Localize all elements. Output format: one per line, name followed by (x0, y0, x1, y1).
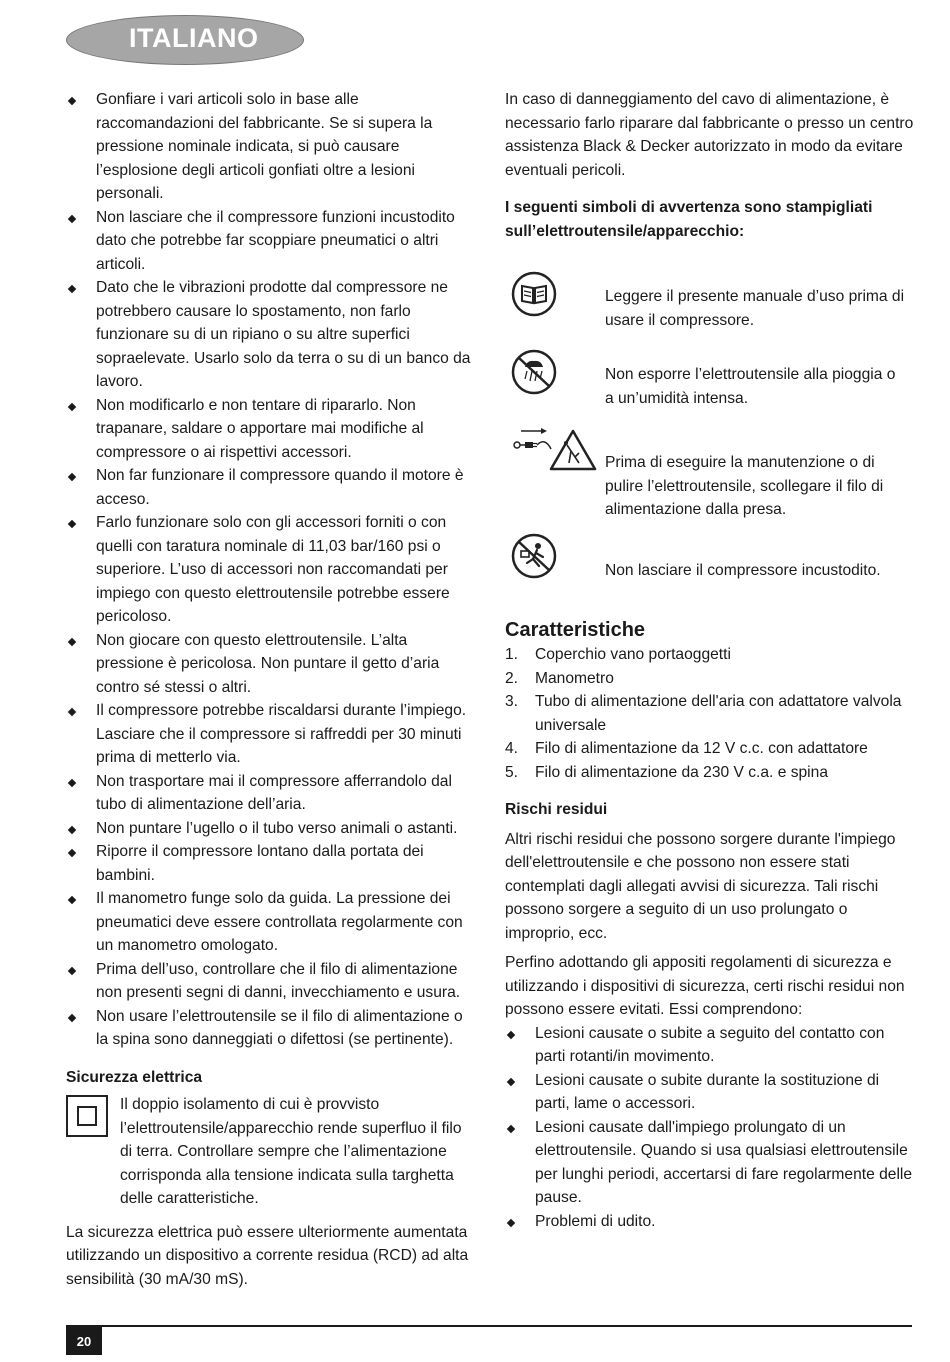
residual-risks-p1: Altri rischi residui che possono sorgere durante l'impiego dell'elettroutensile e che possono non essere stati contemplati dagli allegati avvisi di sicurezza. Tali rischi possono sorgere a seguito di un uso prolungato o improprio, ecc. (505, 830, 896, 942)
list-item: Non giocare con questo elettroutensile. L’alta pressione è pericolosa. Non puntare il getto d’aria contro sé stessi o altri. (66, 629, 472, 700)
list-item: Non modificarlo e non tentare di ripararlo. Non trapanare, saldare o apportare mai modifiche al compressore o ai rispettivi accessori. (66, 394, 472, 465)
list-item: Lesioni causate o subite a seguito del contatto con parti rotanti/in movimento. (505, 1022, 915, 1069)
list-item: Prima dell’uso, controllare che il filo di alimentazione non presenti segni di danni, invecchiamento e usura. (66, 958, 472, 1005)
symbol-text-unplug: Prima di eseguire la manutenzione o di pulire l’elettroutensile, scollegare il filo di alimentazione dalla presa. (605, 454, 884, 518)
left-column (66, 88, 472, 1291)
features-heading: Caratteristiche (505, 619, 646, 641)
double-insulation-block (66, 1093, 472, 1211)
footer-rule (66, 1325, 912, 1327)
list-item: Non trasportare mai il compressore afferrandolo dal tubo di alimentazione dell’aria. (66, 770, 472, 817)
symbols-list (505, 265, 915, 603)
electrical-safety-heading: Sicurezza elettrica (66, 1068, 203, 1086)
right-column (505, 88, 915, 1233)
list-item: 3. Tubo di alimentazione dell'aria con adattatore valvola universale (505, 693, 902, 734)
double-insulation-icon (66, 1095, 108, 1137)
symbol-text-unattended: Non lasciare il compressore incustodito. (605, 562, 881, 579)
features-list (505, 643, 915, 784)
residual-risks-list (505, 1022, 915, 1234)
list-item: Non usare l’elettroutensile se il filo di alimentazione o la spina sono danneggiati o difettosi (se pertinente). (66, 1005, 472, 1052)
symbols-heading: I seguenti simboli di avvertenza sono stampigliati sull’elettroutensile/apparecchio: (505, 199, 873, 240)
list-item: Riporre il compressore lontano dalla portata dei bambini. (66, 840, 472, 887)
language-label: ITALIANO (129, 23, 259, 53)
read-manual-icon (511, 271, 557, 317)
residual-risks-heading: Rischi residui (505, 801, 608, 818)
symbol-text-no-rain: Non esporre l’elettroutensile alla pioggia o a un’umidità intensa. (605, 366, 896, 407)
language-tab (66, 15, 304, 65)
list-item: Lesioni causate o subite durante la sostituzione di parti, lame o accessori. (505, 1069, 915, 1116)
list-item: 4. Filo di alimentazione da 12 V c.c. con adattatore (505, 740, 868, 757)
list-item: 5. Filo di alimentazione da 230 V c.a. e spina (505, 763, 828, 781)
list-item: Gonfiare i vari articoli solo in base alle raccomandazioni del fabbricante. Se si supera la pressione nominale indicata, si può causare l’esplosione degli articoli gonfiati oltre a lesioni personali. (66, 88, 472, 206)
cord-damage-text: In caso di danneggiamento del cavo di alimentazione, è necessario farlo riparare dal fabbricante o presso un centro assistenza Black & Decker autorizzato in modo da evitare eventuali pericoli. (505, 91, 914, 179)
rcd-text: La sicurezza elettrica può essere ulteriormente aumentata utilizzando un dispositivo a corrente residua (RCD) ad alta sensibilità (30 mA/30 mS). (66, 1223, 469, 1288)
list-item: Dato che le vibrazioni prodotte dal compressore ne potrebbero causare lo spostamento, non farlo funzionare su di un ripiano o su altre superfici sopraelevate. Usarlo solo da terra o su di un banco da lavoro. (66, 276, 472, 394)
list-item: Lesioni causate dall'impiego prolungato di un elettroutensile. Quando si usa qualsiasi elettroutensile per lunghi periodi, accertarsi di fare regolarmente delle pause. (505, 1116, 915, 1210)
unplug-warning-icon (511, 425, 599, 473)
list-item: Non far funzionare il compressore quando il motore è acceso. (66, 464, 472, 511)
list-item: Non lasciare che il compressore funzioni incustodito dato che potrebbe far scoppiare pneumatici o altri articoli. (66, 206, 472, 277)
symbol-text-read-manual: Leggere il presente manuale d’uso prima di usare il compressore. (605, 288, 905, 329)
list-item: 2. Manometro (505, 669, 614, 687)
do-not-leave-unattended-icon (511, 533, 557, 579)
residual-risks-p2: Perfino adottando gli appositi regolamenti di sicurezza e utilizzando i dispositivi di sicurezza, certi rischi residui non possono essere evitati. Essi comprendono: (505, 954, 905, 1018)
double-insulation-text: Il doppio isolamento di cui è provvisto l’elettroutensile/apparecchio rende superfluo il filo di terra. Controllare sempre che l’alimentazione corrisponda alla tensione indicata sulla targhetta delle caratteristiche. (120, 1096, 462, 1207)
list-item: Il compressore potrebbe riscaldarsi durante l’impiego. Lasciare che il compressore si raffreddi per 30 minuti prima di metterlo via. (66, 699, 472, 770)
no-rain-icon (511, 349, 557, 395)
list-item: Il manometro funge solo da guida. La pressione dei pneumatici deve essere controllata regolarmente con un manometro omologato. (66, 887, 472, 958)
list-item: 1. Coperchio vano portaoggetti (505, 646, 731, 663)
safety-bullet-list (66, 88, 472, 1052)
list-item: Farlo funzionare solo con gli accessori forniti o con quelli con taratura nominale di 11,03 bar/160 psi o superiore. L’uso di accessori non raccomandati per impiego con questo elettroutensile potrebbe essere pericoloso. (66, 511, 472, 629)
page-number: 20 (66, 1327, 102, 1355)
list-item: Non puntare l’ugello o il tubo verso animali o astanti. (66, 817, 472, 841)
list-item: Problemi di udito. (505, 1210, 915, 1234)
